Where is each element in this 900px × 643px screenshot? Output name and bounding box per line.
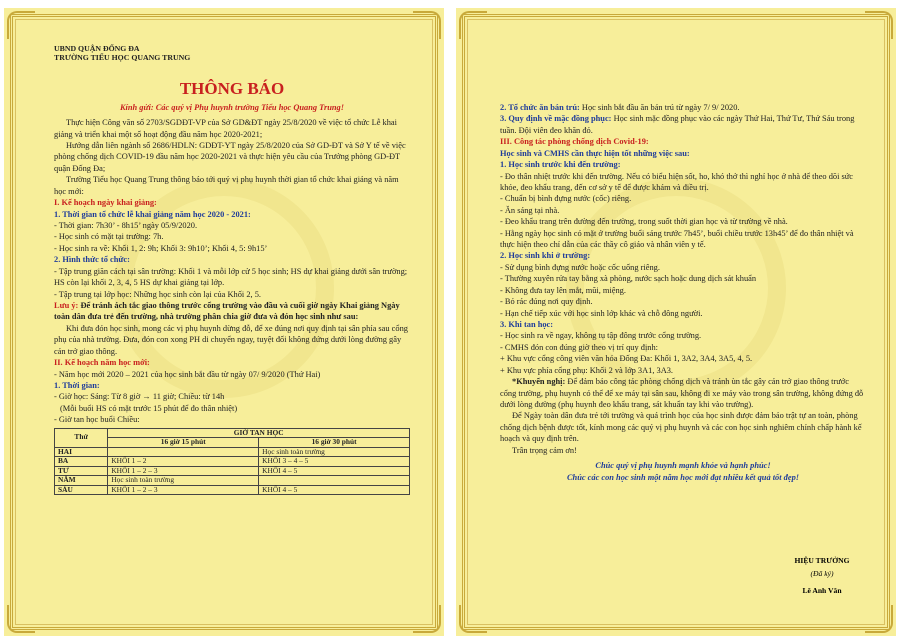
closing-wish: Chúc quý vị phụ huynh mạnh khỏe và hạnh phúc! bbox=[595, 461, 771, 471]
list-item: - Thường xuyên rửa tay bằng xà phòng, nước sạch hoặc dung dịch sát khuẩn bbox=[500, 274, 757, 284]
corner-ornament bbox=[7, 605, 35, 633]
subsection-heading: 3. Khi tan học: bbox=[500, 320, 554, 330]
list-item: - Giờ học: Sáng: Từ 8 giờ → 11 giờ; Chiều: từ 14h bbox=[54, 392, 225, 402]
table-cell bbox=[259, 476, 410, 486]
list-item: - Sử dụng bình đựng nước hoặc cốc uống riêng. bbox=[500, 262, 660, 272]
paragraph: Khi đưa đón học sinh, mong các vị phụ huynh dừng đỗ, để xe đúng nơi quy định tại sân phía sau cổng phụ của nhà trường. Đưa, đón con xong PH di chuyển ngay, tuyệt đối không đứng dưới lòng đường gây cản trở giao thông. bbox=[54, 323, 408, 356]
table-cell: Học sinh toàn trường bbox=[259, 447, 410, 457]
item-text: Học sinh mặc đồng phục vào các ngày Thứ Hai, Thứ Tư, Thứ Sáu trong tuần. Đội viên đeo khăn đỏ. bbox=[500, 114, 855, 135]
section-heading: III. Công tác phòng chống dịch Covid-19: bbox=[500, 137, 649, 147]
subsection-heading: 1. Thời gian tổ chức lễ khai giảng năm học 2020 - 2021: bbox=[54, 209, 251, 219]
corner-ornament bbox=[459, 11, 487, 39]
corner-ornament bbox=[865, 605, 893, 633]
table-cell: BA bbox=[55, 457, 108, 467]
signer-title: HIỆU TRƯỞNG bbox=[794, 556, 850, 565]
recommendation bbox=[500, 376, 866, 410]
table-header: GIỜ TAN HỌC bbox=[108, 428, 410, 438]
list-item: - Bỏ rác đúng nơi quy định. bbox=[500, 297, 593, 307]
list-item: - Giờ tan học buổi Chiều: bbox=[54, 415, 140, 425]
greeting: Kính gửi: Các quý vị Phụ huynh trường Tiểu học Quang Trung! bbox=[119, 102, 345, 112]
signed-note: (Đã ký) bbox=[810, 569, 834, 578]
subsection-heading: 1. Học sinh trước khi đến trường: bbox=[500, 160, 621, 170]
list-item: - Hằng ngày học sinh có mặt ở trường buổi sáng trước 7h45’, buổi chiều trước 13h45’ để đo thân nhiệt và thực hiện theo chỉ dẫn của các thầy cô giáo và nhân viên y tế. bbox=[500, 228, 854, 250]
corner-ornament bbox=[413, 605, 441, 633]
signer-name: Lê Anh Vân bbox=[802, 586, 842, 595]
corner-ornament bbox=[413, 11, 441, 39]
table-row bbox=[55, 466, 410, 476]
list-item: + Khu vực phía cổng phụ: Khối 2 và lớp 3A1, 3A3. bbox=[500, 365, 674, 375]
subsection-heading: 2. Hình thức tổ chức: bbox=[54, 255, 130, 265]
list-item: - Hạn chế tiếp xúc với học sinh lớp khác và chỗ đông người. bbox=[500, 308, 703, 318]
closing-wish: Chúc các con học sinh một năm học mới đạt nhiều kết quả tốt đẹp! bbox=[566, 472, 800, 482]
table-row bbox=[55, 485, 410, 495]
section-heading: II. Kế hoạch năm học mới: bbox=[54, 358, 150, 368]
table-cell: KHỐI 4 – 5 bbox=[259, 485, 410, 495]
note-label: Lưu ý: bbox=[54, 300, 79, 310]
table-cell: KHỐI 1 – 2 – 3 bbox=[108, 466, 259, 476]
table-cell: TƯ bbox=[55, 466, 108, 476]
table-header: Thứ bbox=[55, 428, 108, 447]
list-item: - Tập trung tại lớp học: Những học sinh còn lại của Khối 2, 5. bbox=[54, 289, 261, 299]
list-item: - CMHS đón con đúng giờ theo vị trí quy định: bbox=[500, 342, 658, 352]
paragraph: Hướng dẫn liên ngành số 2686/HDLN: GDĐT-YT ngày 25/8/2020 của Sở GD-ĐT và Sở Y tế về việc phòng chống dịch COVID-19 đầu năm học 2020-2021 và thực hiện yêu cầu của Trưởng phòng GD-ĐT quận Đống Đa; bbox=[54, 141, 406, 173]
list-item: - Đeo khẩu trang trên đường đến trường, trong suốt thời gian học và từ trường về nhà. bbox=[500, 217, 788, 227]
item-label: 3. Quy định về mặc đồng phục: bbox=[500, 114, 612, 124]
notice-body-left bbox=[54, 44, 410, 616]
table-cell: KHỐI 3 – 4 – 5 bbox=[259, 457, 410, 467]
table-cell: Học sinh toàn trường bbox=[108, 476, 259, 486]
dismissal-schedule-table bbox=[54, 428, 410, 496]
list-item: - Đo thân nhiệt trước khi đến trường. Nếu có biểu hiện sốt, ho, khó thở thì nghỉ học ở nhà để theo dõi sức khỏe, đeo khẩu trang, đến cơ sở y tế để được khám và điều trị. bbox=[500, 171, 854, 192]
list-item: - Thời gian: 7h30’ - 8h15’ ngày 05/9/2020. bbox=[54, 221, 198, 231]
item-text: Học sinh bắt đầu ăn bán trú từ ngày 7/ 9/ 2020. bbox=[579, 103, 740, 112]
notice-body-right bbox=[500, 102, 866, 616]
list-item: - Năm học mới 2020 – 2021 của học sinh bắt đầu từ ngày 07/ 9/2020 (Thứ Hai) bbox=[54, 369, 321, 379]
corner-ornament bbox=[865, 11, 893, 39]
list-item: + Khu vực cổng công viên văn hóa Đống Đa: Khối 1, 3A2, 3A4, 3A5, 4, 5. bbox=[500, 354, 753, 364]
paragraph: Trân trọng cảm ơn! bbox=[512, 445, 577, 455]
notice-page-left bbox=[4, 8, 444, 636]
subsection-heading: 1. Thời gian: bbox=[54, 380, 100, 390]
paragraph: Để Ngày toàn dân đưa trẻ tới trường và quá trình học của học sinh được đảm bảo trật tự an toàn, phòng chống dịch bệnh được tốt, kính mong các quý vị phụ huynh và các con học sinh nghiêm chỉnh chấp hành kế hoạch và quy định trên. bbox=[500, 411, 862, 444]
table-header: 16 giờ 30 phút bbox=[259, 438, 410, 448]
notice-page-right bbox=[456, 8, 896, 636]
table-cell: KHỐI 1 – 2 – 3 bbox=[108, 485, 259, 495]
signature-block bbox=[782, 556, 862, 595]
list-item: - Tập trung giãn cách tại sân trường: Khối 1 và mỗi lớp cử 5 học sinh; HS dự khai giảng dưới sân trường; HS còn lại khối 2, 3, 4, 5 HS dự khai giảng tại lớp. bbox=[54, 266, 408, 288]
subsection-heading: 2. Học sinh khi ở trường: bbox=[500, 251, 591, 261]
note-text: Để tránh ách tắc giao thông trước cổng trường vào đầu và cuối giờ ngày Khai giảng Ngày toàn dân đưa trẻ đến trường, nhà trường phân chia giờ đưa và đón học sinh như sau: bbox=[54, 300, 400, 322]
table-row bbox=[55, 457, 410, 467]
notice-title: THÔNG BÁO bbox=[179, 78, 285, 98]
note-paragraph bbox=[54, 300, 410, 323]
paragraph: Trường Tiểu học Quang Trung thông báo tới quý vị phụ huynh thời gian tổ chức khai giảng và năm học mới: bbox=[54, 175, 399, 196]
table-cell: SÁU bbox=[55, 485, 108, 495]
corner-ornament bbox=[459, 605, 487, 633]
table-row bbox=[55, 476, 410, 486]
list-item: - Học sinh ra về ngay, không tụ tập đông trước cổng trường. bbox=[500, 331, 702, 341]
item-label: 2. Tổ chức ăn bán trú: bbox=[500, 103, 580, 112]
list-item: - Không đưa tay lên mắt, mũi, miệng. bbox=[500, 285, 626, 295]
list-item bbox=[500, 113, 866, 136]
section-heading: I. Kế hoạch ngày khai giảng: bbox=[54, 198, 157, 208]
recommendation-text: Để đảm bảo công tác phòng chống dịch và tránh ùn tắc gây cản trở giao thông trước cổng trường, phụ huynh có thể để xe máy tại sân sau, không đi xe máy vào trong sân trường, không đứng đỗ dưới lòng đường (phụ huynh đeo khẩu trang, sát khuẩn tay khi vào trường). bbox=[500, 377, 864, 409]
corner-ornament bbox=[7, 11, 35, 39]
table-cell: NĂM bbox=[55, 476, 108, 486]
table-cell: HAI bbox=[55, 447, 108, 457]
org-line-1: UBND QUẬN ĐỐNG ĐA bbox=[54, 44, 140, 53]
subsection-heading: Học sinh và CMHS cần thực hiện tốt những việc sau: bbox=[500, 148, 690, 158]
table-header: 16 giờ 15 phút bbox=[108, 438, 259, 448]
list-item: - Học sinh có mặt tại trường: 7h. bbox=[54, 232, 164, 242]
table-cell: KHỐI 4 – 5 bbox=[259, 466, 410, 476]
list-item: (Mỗi buổi HS có mặt trước 15 phút để đo thân nhiệt) bbox=[60, 403, 238, 413]
list-item: - Học sinh ra về: Khối 1, 2: 9h; Khối 3: 9h10’; Khối 4, 5: 9h15’ bbox=[54, 243, 268, 253]
recommendation-label: *Khuyến nghị: bbox=[512, 377, 566, 387]
list-item: - Ăn sáng tại nhà. bbox=[500, 205, 560, 215]
table-cell: KHỐI 1 – 2 bbox=[108, 457, 259, 467]
org-line-2: TRƯỜNG TIỂU HỌC QUANG TRUNG bbox=[54, 53, 191, 63]
paragraph: Thực hiện Công văn số 2703/SGDĐT-VP của Sở GD&ĐT ngày 25/8/2020 về việc tổ chức Lễ khai giảng và triển khai một số hoạt động đầu năm học 2020-2021; bbox=[54, 118, 397, 139]
table-row bbox=[55, 447, 410, 457]
list-item: - Chuẩn bị bình đựng nước (cốc) riêng. bbox=[500, 194, 632, 204]
list-item bbox=[500, 102, 866, 113]
